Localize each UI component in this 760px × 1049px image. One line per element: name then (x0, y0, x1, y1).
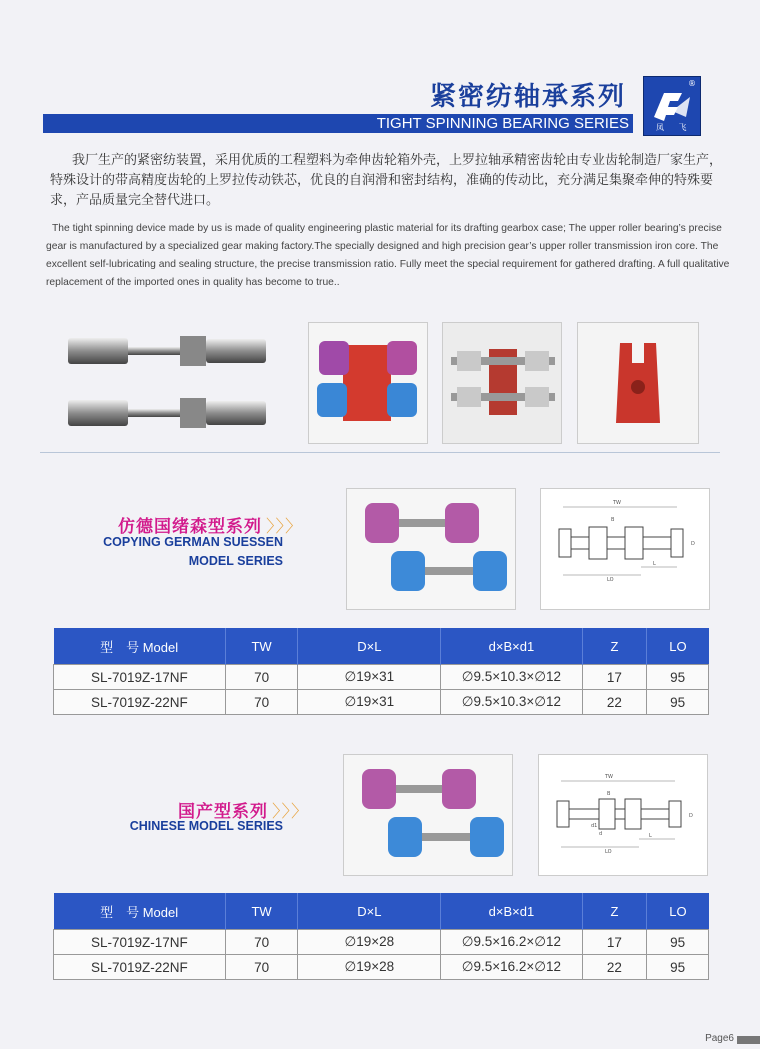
table-row (54, 930, 709, 955)
col-dxbxd1: d×B×d1 (441, 628, 582, 665)
col-model: 型 号 Model (54, 628, 226, 665)
col-dxbxd1: d×B×d1 (441, 893, 582, 930)
chinese-series-table (53, 893, 709, 980)
page-title-cn: 紧密纺轴承系列 (430, 82, 627, 112)
cell-tw: 70 (225, 690, 298, 715)
cell-lo: 95 (647, 665, 709, 690)
german-series-title-en-line1: COPYING GERMAN SUESSEN (103, 535, 283, 549)
dim-label-lo: LO (605, 849, 612, 855)
table-row (54, 665, 709, 690)
logo-caption: 凤 飞 (656, 123, 693, 132)
cell-model: SL-7019Z-22NF (54, 690, 226, 715)
dim-label-tw: TW (613, 500, 621, 506)
photo-german-roller (346, 488, 516, 610)
dim-label-d: D (691, 541, 695, 547)
cell-dxbxd1: ∅9.5×16.2×∅12 (441, 930, 582, 955)
german-dimension-diagram (540, 488, 710, 610)
logo-registered-mark: ® (688, 79, 696, 88)
cell-dxbxd1: ∅9.5×10.3×∅12 (441, 665, 582, 690)
photo-gearbox-rollers (308, 322, 428, 444)
col-model: 型 号 Model (54, 893, 226, 930)
table-header-row (54, 628, 709, 665)
dim-label-tw: TW (605, 774, 613, 780)
table-row (54, 955, 709, 980)
photo-bearing-shafts (60, 322, 275, 444)
chinese-dimension-diagram (538, 754, 708, 876)
section-divider (40, 452, 720, 453)
photo-gearbox-shafts (442, 322, 562, 444)
dim-label-d: D (689, 813, 693, 819)
cell-z: 17 (582, 665, 647, 690)
col-tw: TW (225, 628, 298, 665)
intro-chinese: 我厂生产的紧密纺装置，采用优质的工程塑料为牵伸齿轮箱外壳，上罗拉轴承精密齿轮由专业齿轮制造厂家生产，特殊设计的带高精度齿轮的上罗拉传动铁芯，优良的自润滑和密封结构，准确的传动比，充分满足集聚牵伸的特殊要求，产品质量完全替代进口。 (50, 153, 723, 208)
dim-label-b: B (607, 791, 611, 797)
chinese-series-title-cn-text: 国产型系列 (178, 802, 268, 822)
col-z: Z (582, 893, 647, 930)
cell-model: SL-7019Z-17NF (54, 665, 226, 690)
cell-dxl: ∅19×28 (298, 955, 441, 980)
cell-lo: 95 (647, 930, 709, 955)
cell-z: 22 (582, 690, 647, 715)
cell-model: SL-7019Z-22NF (54, 955, 226, 980)
page-title-en: TIGHT SPINNING BEARING SERIES (376, 115, 629, 132)
dim-label-b: B (611, 517, 615, 523)
page-number-bar (737, 1036, 760, 1044)
german-series-table (53, 628, 709, 715)
cell-tw: 70 (225, 930, 298, 955)
dim-label-d-small: d (599, 831, 603, 837)
dim-label-d1: d1 (591, 823, 598, 829)
dim-label-l: L (653, 561, 656, 567)
col-lo: LO (647, 628, 709, 665)
cell-tw: 70 (225, 955, 298, 980)
table-row (54, 690, 709, 715)
cell-lo: 95 (647, 955, 709, 980)
cell-dxl: ∅19×28 (298, 930, 441, 955)
cell-model: SL-7019Z-17NF (54, 930, 226, 955)
col-dxl: D×L (298, 628, 441, 665)
cell-z: 22 (582, 955, 647, 980)
cell-dxl: ∅19×31 (298, 665, 441, 690)
cell-lo: 95 (647, 690, 709, 715)
intro-english: The tight spinning device made by us is made of quality engineering plastic material for its drafting gearbox case; The upper roller bearing’s precise gear is manufactured by a specialized gear making factory.The specially designed and high precision gear’s upper roller transmission iron core. The excellent self-lubricating and sealing structure, the precise transmission ratio. Fully meet the special requirement for gathered drafting. A full qualitative replacement of the imported ones in quality has become to true.. (46, 223, 730, 288)
cell-z: 17 (582, 930, 647, 955)
page-number: Page6 (705, 1033, 734, 1044)
company-logo (643, 76, 701, 136)
german-series-title-en (40, 533, 283, 571)
german-series-title-en-line2: MODEL SERIES (188, 554, 283, 568)
chinese-series-title-en: CHINESE MODEL SERIES (129, 819, 283, 833)
col-dxl: D×L (298, 893, 441, 930)
german-series-title-cn-text: 仿德国绪森型系列 (118, 517, 262, 537)
chevron-right-icon: 〉〉〉 (272, 802, 309, 822)
photo-chinese-roller (343, 754, 513, 876)
chevron-right-icon: 〉〉〉 (266, 517, 303, 537)
cell-dxl: ∅19×31 (298, 690, 441, 715)
table-header-row (54, 893, 709, 930)
photo-gearbox-case (577, 322, 699, 444)
dim-label-l: L (649, 833, 652, 839)
col-z: Z (582, 628, 647, 665)
title-banner (43, 114, 633, 133)
col-tw: TW (225, 893, 298, 930)
dim-label-lo: LO (607, 577, 614, 583)
cell-dxbxd1: ∅9.5×10.3×∅12 (441, 690, 582, 715)
cell-tw: 70 (225, 665, 298, 690)
col-lo: LO (647, 893, 709, 930)
cell-dxbxd1: ∅9.5×16.2×∅12 (441, 955, 582, 980)
